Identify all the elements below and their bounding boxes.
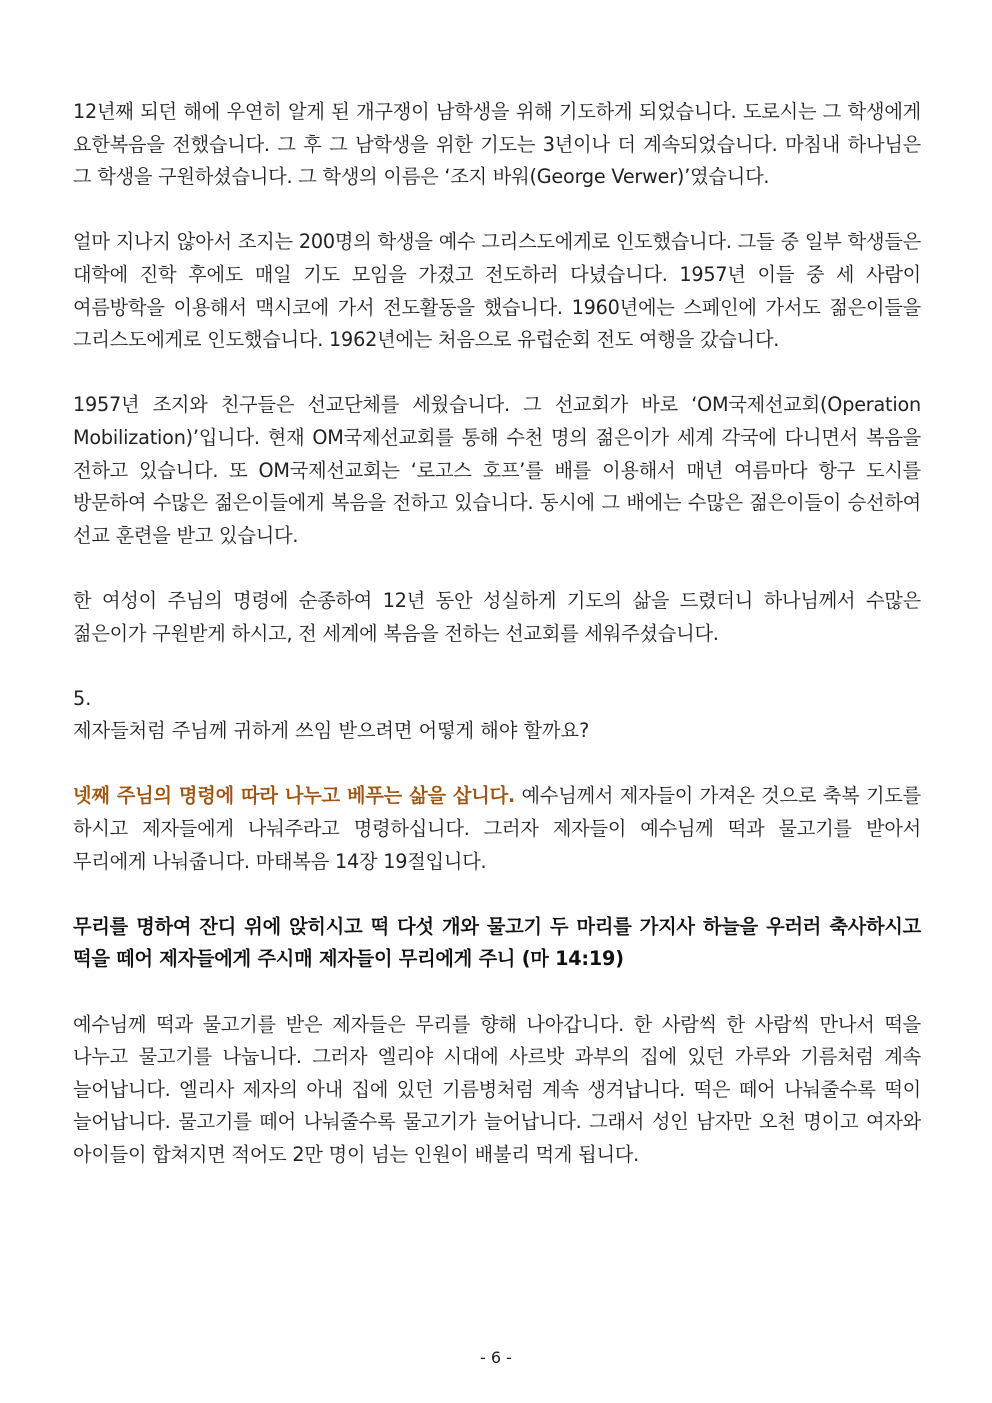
paragraph-george-evangelism: 얼마 지나지 않아서 조지는 200명의 학생을 예수 그리스도에게로 인도했습니다. 그들 중 일부 학생들은 대학에 진학 후에도 매일 기도 모임을 가졌고 전도하러 다녔습니다. 1957년 이들 중 세 사람이 여름방학을 이용해서 맥시코에 가서 전도활동을 했습니다. 1960년에는 스페인에 가서도 젊은이들을 그리스도에게로 인도했습니다. 1962년에는 처음으로 유럽순회 전도 여행을 갔습니다. [73, 230, 921, 352]
question-text: 제자들처럼 주님께 귀하게 쓰임 받으려면 어떻게 해야 할까요? [73, 719, 590, 743]
document-body [73, 96, 921, 1204]
question-number: 5. [73, 686, 92, 710]
paragraph-multiplication: 예수님께 떡과 물고기를 받은 제자들은 무리를 향해 나아갑니다. 한 사람씩 한 사람씩 만나서 떡을 나누고 물고기를 나눕니다. 그러자 엘리야 시대에 사르밧 과부의 집에 있던 가루와 기름처럼 계속 늘어납니다. 엘리사 제자의 아내 집에 있던 기름병처럼 계속 생겨납니다. 떡은 떼어 나눠줄수록 떡이 늘어납니다. 물고기를 떼어 나눠줄수록 물고기가 늘어납니다. 그래서 성인 남자만 오천 명이고 여자와 아이들이 합쳐지면 적어도 2만 명이 넘는 인원이 배불리 먹게 됩니다. [73, 1012, 921, 1166]
fourth-point-body: 예수님께서 제자들이 가져온 것으로 축복 기도를 하시고 제자들에게 나눠주라고 명령하십니다. 그러자 제자들이 예수님께 떡과 물고기를 받아서 무리에게 나눠줍니다. 마태복음 14장 19절입니다. [73, 784, 921, 873]
fourth-point-heading: 넷째 주님의 명령에 따라 나누고 베푸는 삶을 삽니다. [73, 784, 516, 808]
scripture-verse: 무리를 명하여 잔디 위에 앉히시고 떡 다섯 개와 물고기 두 마리를 가지사 하늘을 우러러 축사하시고 떡을 떼어 제자들에게 주시매 제자들이 무리에게 주니 (마 14:19) [73, 914, 921, 971]
page-number: - 6 - [480, 1348, 512, 1367]
question-block [73, 683, 921, 748]
paragraph-summary: 한 여성이 주님의 명령에 순종하여 12년 동안 성실하게 기도의 삶을 드렸더니 하나님께서 수많은 젊은이가 구원받게 하시고, 전 세계에 복음을 전하는 선교회를 세워주셨습니다. [73, 588, 921, 645]
paragraph-dorothy-prayer: 12년째 되던 해에 우연히 알게 된 개구쟁이 남학생을 위해 기도하게 되었습니다. 도로시는 그 학생에게 요한복음을 전했습니다. 그 후 그 남학생을 위한 기도는 3년이나 더 계속되었습니다. 마침내 하나님은 그 학생을 구원하셨습니다. 그 학생의 이름은 ‘조지 바워(George Verwer)’였습니다. [73, 100, 921, 189]
paragraph-om-founding: 1957년 조지와 친구들은 선교단체를 세웠습니다. 그 선교회가 바로 ‘OM국제선교회(Operation Mobilization)’입니다. 현재 OM국제선교회를 통해 수천 명의 젊은이가 세계 각국에 다니면서 복음을 전하고 있습니다. 또 OM국제선교회는 ‘로고스 호프’를 배를 이용해서 매년 여름마다 항구 도시를 방문하여 수많은 젊은이들에게 복음을 전하고 있습니다. 동시에 그 배에는 수많은 젊은이들이 승선하여 선교 훈련을 받고 있습니다. [73, 393, 921, 547]
paragraph-fourth-point [73, 780, 921, 878]
